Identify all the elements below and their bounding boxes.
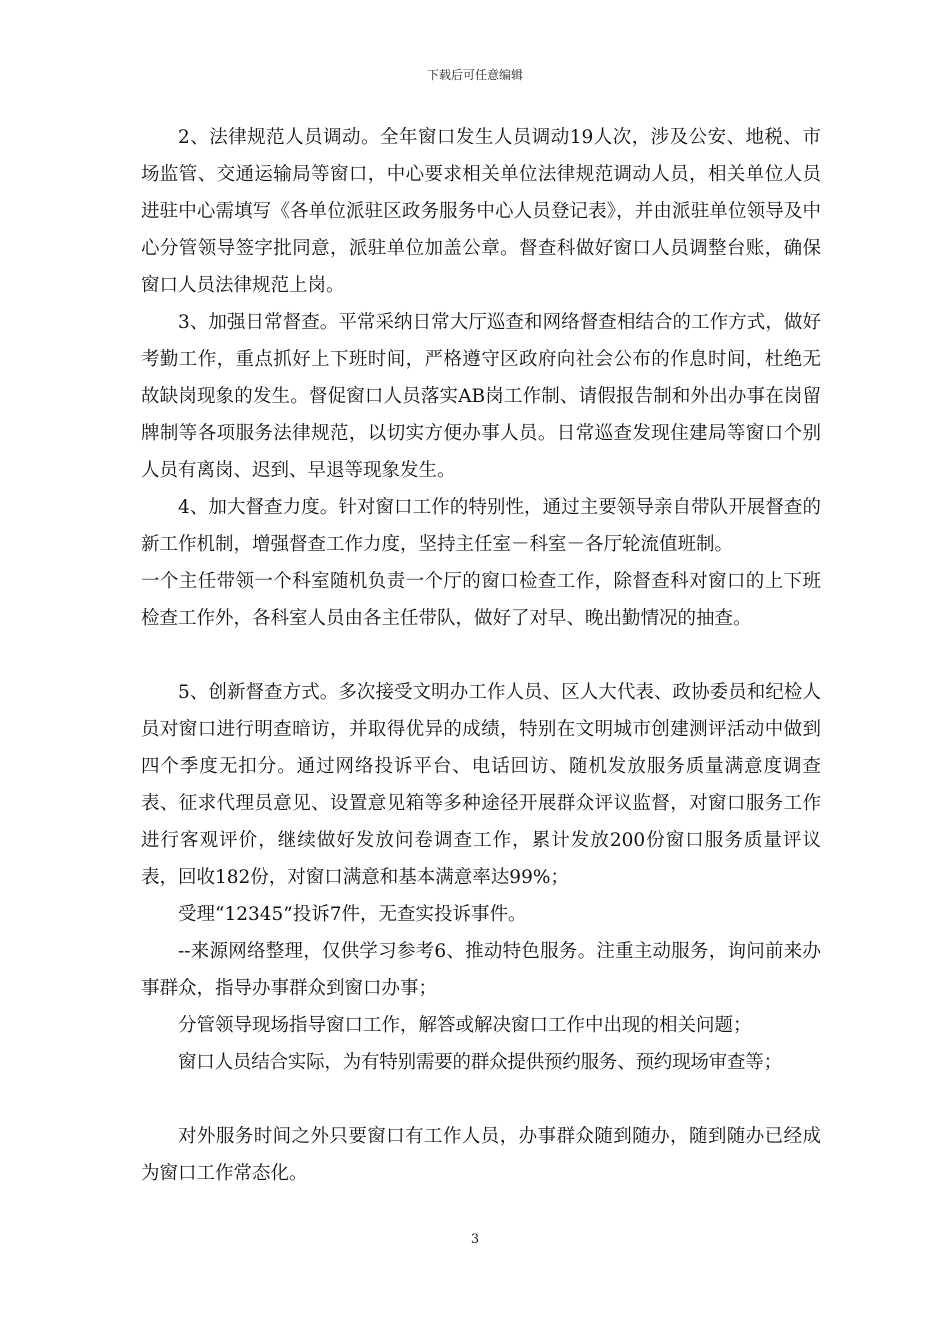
paragraph-complaints: 受理“12345”投诉7件，无查实投诉事件。 bbox=[178, 904, 527, 925]
paragraph-daily-inspection: 3、加强日常督查。平常采纳日常大厅巡查和网络督查相结合的工作方式，做好考勤工作，重点抓好上下班时间，严格遵守区政府向社会公布的作息时间，杜绝无故缺岗现象的发生。督促窗口人员落实AB岗工作制、请假报告制和外出办事在岗留牌制等各项服务法律规范，以切实方便办事人员。日常巡查发现住建局等窗口个别人员有离岗、迟到、早退等现象发生。 bbox=[141, 312, 821, 481]
blank-line bbox=[141, 1081, 821, 1118]
paragraph-innovative-inspection: 5、创新督查方式。多次接受文明办工作人员、区人大代表、政协委员和纪检人员对窗口进行明查暗访，并取得优异的成绩，特别在文明城市创建测评活动中做到四个季度无扣分。通过网络投诉平台、电话回访、随机发放服务质量满意度调查表、征求代理员意见、设置意见箱等多种途径开展群众评议监督，对窗口服务工作进行客观评价，继续做好发放问卷调查工作，累计发放200份窗口服务质量评议表，回收182份，对窗口满意和基本满意率达99%； bbox=[141, 682, 821, 888]
paragraph-leader-guidance: 分管领导现场指导窗口工作，解答或解决窗口工作中出现的相关问题； bbox=[178, 1015, 752, 1036]
page-number: 3 bbox=[470, 1232, 480, 1247]
page-header: 下载后可任意编辑 bbox=[426, 68, 523, 82]
paragraph-director-rotation: 一个主任带领一个科室随机负责一个厅的窗口检查工作，除督查科对窗口的上下班检查工作外，各科室人员由各主任带队，做好了对早、晚出勤情况的抽查。 bbox=[141, 571, 821, 629]
paragraph-after-hours-service: 对外服务时间之外只要窗口有工作人员，办事群众随到随办，随到随办已经成为窗口工作常态化。 bbox=[141, 1126, 821, 1184]
paragraph-appointment-service: 窗口人员结合实际，为有特别需要的群众提供预约服务、预约现场审查等； bbox=[178, 1052, 782, 1073]
blank-line bbox=[141, 637, 821, 674]
document-body bbox=[141, 119, 821, 1192]
paragraph-inspection-intensity: 4、加大督查力度。针对窗口工作的特别性，通过主要领导亲自带队开展督查的新工作机制，增强督查工作力度，坚持主任室－科室－各厅轮流值班制。 bbox=[141, 497, 821, 555]
paragraph-personnel-transfer: 2、法律规范人员调动。全年窗口发生人员调动19人次，涉及公安、地税、市场监管、交通运输局等窗口，中心要求相关单位法律规范调动人员，相关单位人员进驻中心需填写《各单位派驻区政务服务中心人员登记表》，并由派驻单位领导及中心分管领导签字批同意，派驻单位加盖公章。督查科做好窗口人员调整台账，确保窗口人员法律规范上岗。 bbox=[141, 127, 821, 296]
paragraph-special-services: --来源网络整理，仅供学习参考6、推动特色服务。注重主动服务，询问前来办事群众，指导办事群众到窗口办事； bbox=[141, 941, 821, 999]
